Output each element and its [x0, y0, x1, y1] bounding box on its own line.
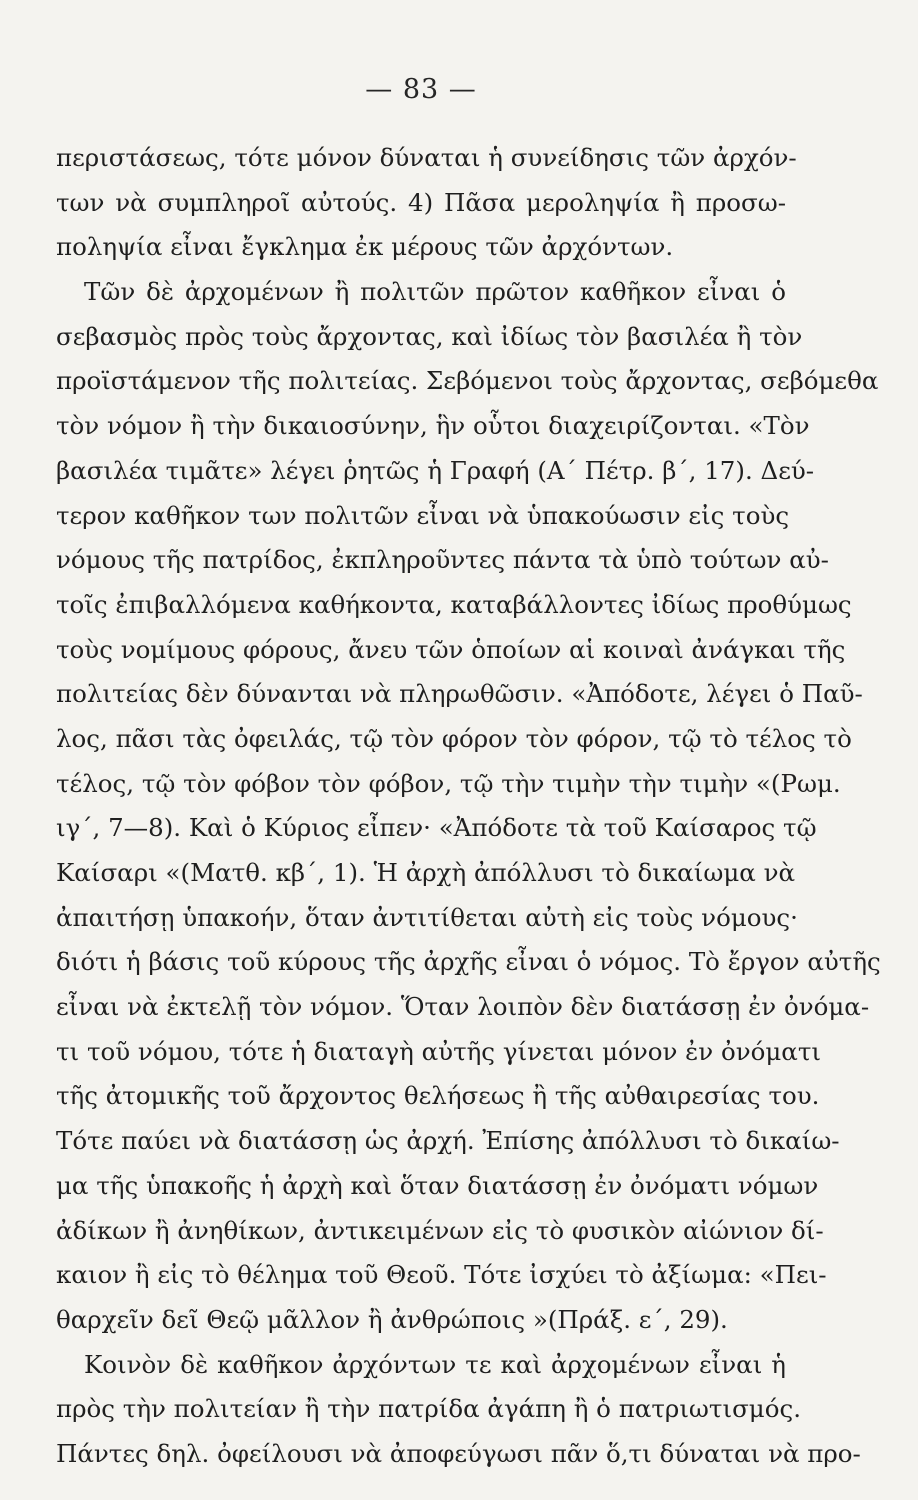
page-number: — 83 —	[365, 74, 477, 105]
text-line: καιον ἢ εἰς τὸ θέλημα τοῦ Θεοῦ. Τότε ἰσχύει τὸ ἀξίωμα: «Πει-	[56, 1260, 827, 1290]
text-line: τοὺς νομίμους φόρους, ἄνευ τῶν ὁποίων αἱ κοιναὶ ἀνάγκαι τῆς	[56, 634, 846, 664]
text-line: των νὰ συμπληροῖ αὐτούς. 4) Πᾶσα μεροληψία ἢ προσω-	[56, 187, 786, 217]
paragraph-start-line: Τῶν δὲ ἀρχομένων ἢ πολιτῶν πρῶτον καθῆκον εἶναι ὁ	[84, 277, 786, 307]
text-line: περιστάσεως, τότε μόνον δύναται ἡ συνείδησις τῶν ἀρχόν-	[56, 143, 797, 172]
text-line: Τότε παύει νὰ διατάσσῃ ὡς ἀρχή. Ἐπίσης ἀπόλλυσι τὸ δικαίω-	[56, 1126, 840, 1156]
text-line: τῆς ἀτομικῆς τοῦ ἄρχοντος θελήσεως ἢ τῆς αὐθαιρεσίας του.	[56, 1081, 820, 1111]
body-text	[56, 136, 881, 1477]
text-line: ἀπαιτήσῃ ὑπακοήν, ὅταν ἀντιτίθεται αὐτὴ εἰς τοὺς νόμους·	[56, 902, 798, 932]
text-line: εἶναι νὰ ἐκτελῇ τὸν νόμον. Ὅταν λοιπὸν δὲν διατάσσῃ ἐν ὀνόμα-	[56, 992, 870, 1022]
paragraph-start-line: Κοινὸν δὲ καθῆκον ἀρχόντων τε καὶ ἀρχομένων εἶναι ἡ	[84, 1349, 786, 1379]
text-line: διότι ἡ βάσις τοῦ κύρους τῆς ἀρχῆς εἶναι ὁ νόμος. Τὸ ἔργον αὐτῆς	[56, 947, 881, 977]
text-line: βασιλέα τιμᾶτε» λέγει ῥητῶς ἡ Γραφή (Α΄ Πέτρ. β΄, 17). Δεύ-	[56, 455, 815, 485]
text-line: ιγ΄, 7—8). Καὶ ὁ Κύριος εἶπεν· «Ἀπόδοτε τὰ τοῦ Καίσαρος τῷ	[56, 813, 817, 843]
text-line: προϊστάμενον τῆς πολιτείας. Σεβόμενοι τοὺς ἄρχοντας, σεβόμεθα	[56, 366, 879, 396]
text-line: ποληψία εἶναι ἔγκλημα ἐκ μέρους τῶν ἀρχόντων.	[56, 232, 674, 262]
text-line: τοῖς ἐπιβαλλόμενα καθήκοντα, καταβάλλοντες ἰδίως προθύμως	[56, 589, 852, 619]
text-line: λος, πᾶσι τὰς ὀφειλάς, τῷ τὸν φόρον τὸν φόρον, τῷ τὸ τέλος τὸ	[56, 723, 852, 753]
text-line: μα τῆς ὑπακοῆς ἡ ἀρχὴ καὶ ὅταν διατάσσῃ ἐν ὀνόματι νόμων	[56, 1170, 819, 1200]
text-line: ἀδίκων ἢ ἀνηθίκων, ἀντικειμένων εἰς τὸ φυσικὸν αἰώνιον δί-	[56, 1215, 824, 1245]
text-line: τέλος, τῷ τὸν φόβον τὸν φόβον, τῷ τὴν τιμὴν τὴν τιμὴν «(Ρωμ.	[56, 768, 841, 798]
text-line: πρὸς τὴν πολιτείαν ἢ τὴν πατρίδα ἀγάπη ἢ ὁ πατριωτισμός.	[56, 1394, 801, 1424]
text-line: τὸν νόμον ἢ τὴν δικαιοσύνην, ἣν οὗτοι διαχειρίζονται. «Τὸν	[56, 411, 810, 441]
text-line: Πάντες δηλ. ὀφείλουσι νὰ ἀποφεύγωσι πᾶν ὅ,τι δύναται νὰ προ-	[56, 1438, 861, 1468]
text-line: θαρχεῖν δεῖ Θεῷ μᾶλλον ἢ ἀνθρώποις »(Πράξ. ε΄, 29).	[56, 1304, 728, 1334]
text-line: σεβασμὸς πρὸς τοὺς ἄρχοντας, καὶ ἰδίως τὸν βασιλέα ἢ τὸν	[56, 321, 803, 351]
text-line: τι τοῦ νόμου, τότε ἡ διαταγὴ αὐτῆς γίνεται μόνον ἐν ὀνόματι	[56, 1036, 821, 1066]
text-line: νόμους τῆς πατρίδος, ἐκπληροῦντες πάντα τὰ ὑπὸ τούτων αὐ-	[56, 545, 829, 575]
text-line: Καίσαρι «(Ματθ. κβ΄, 1). Ἡ ἀρχὴ ἀπόλλυσι τὸ δικαίωμα νὰ	[56, 858, 796, 887]
text-line: πολιτείας δὲν δύνανται νὰ πληρωθῶσιν. «Ἀπόδοτε, λέγει ὁ Παῦ-	[56, 679, 863, 709]
text-line: τερον καθῆκον των πολιτῶν εἶναι νὰ ὑπακούωσιν εἰς τοὺς	[56, 500, 790, 530]
